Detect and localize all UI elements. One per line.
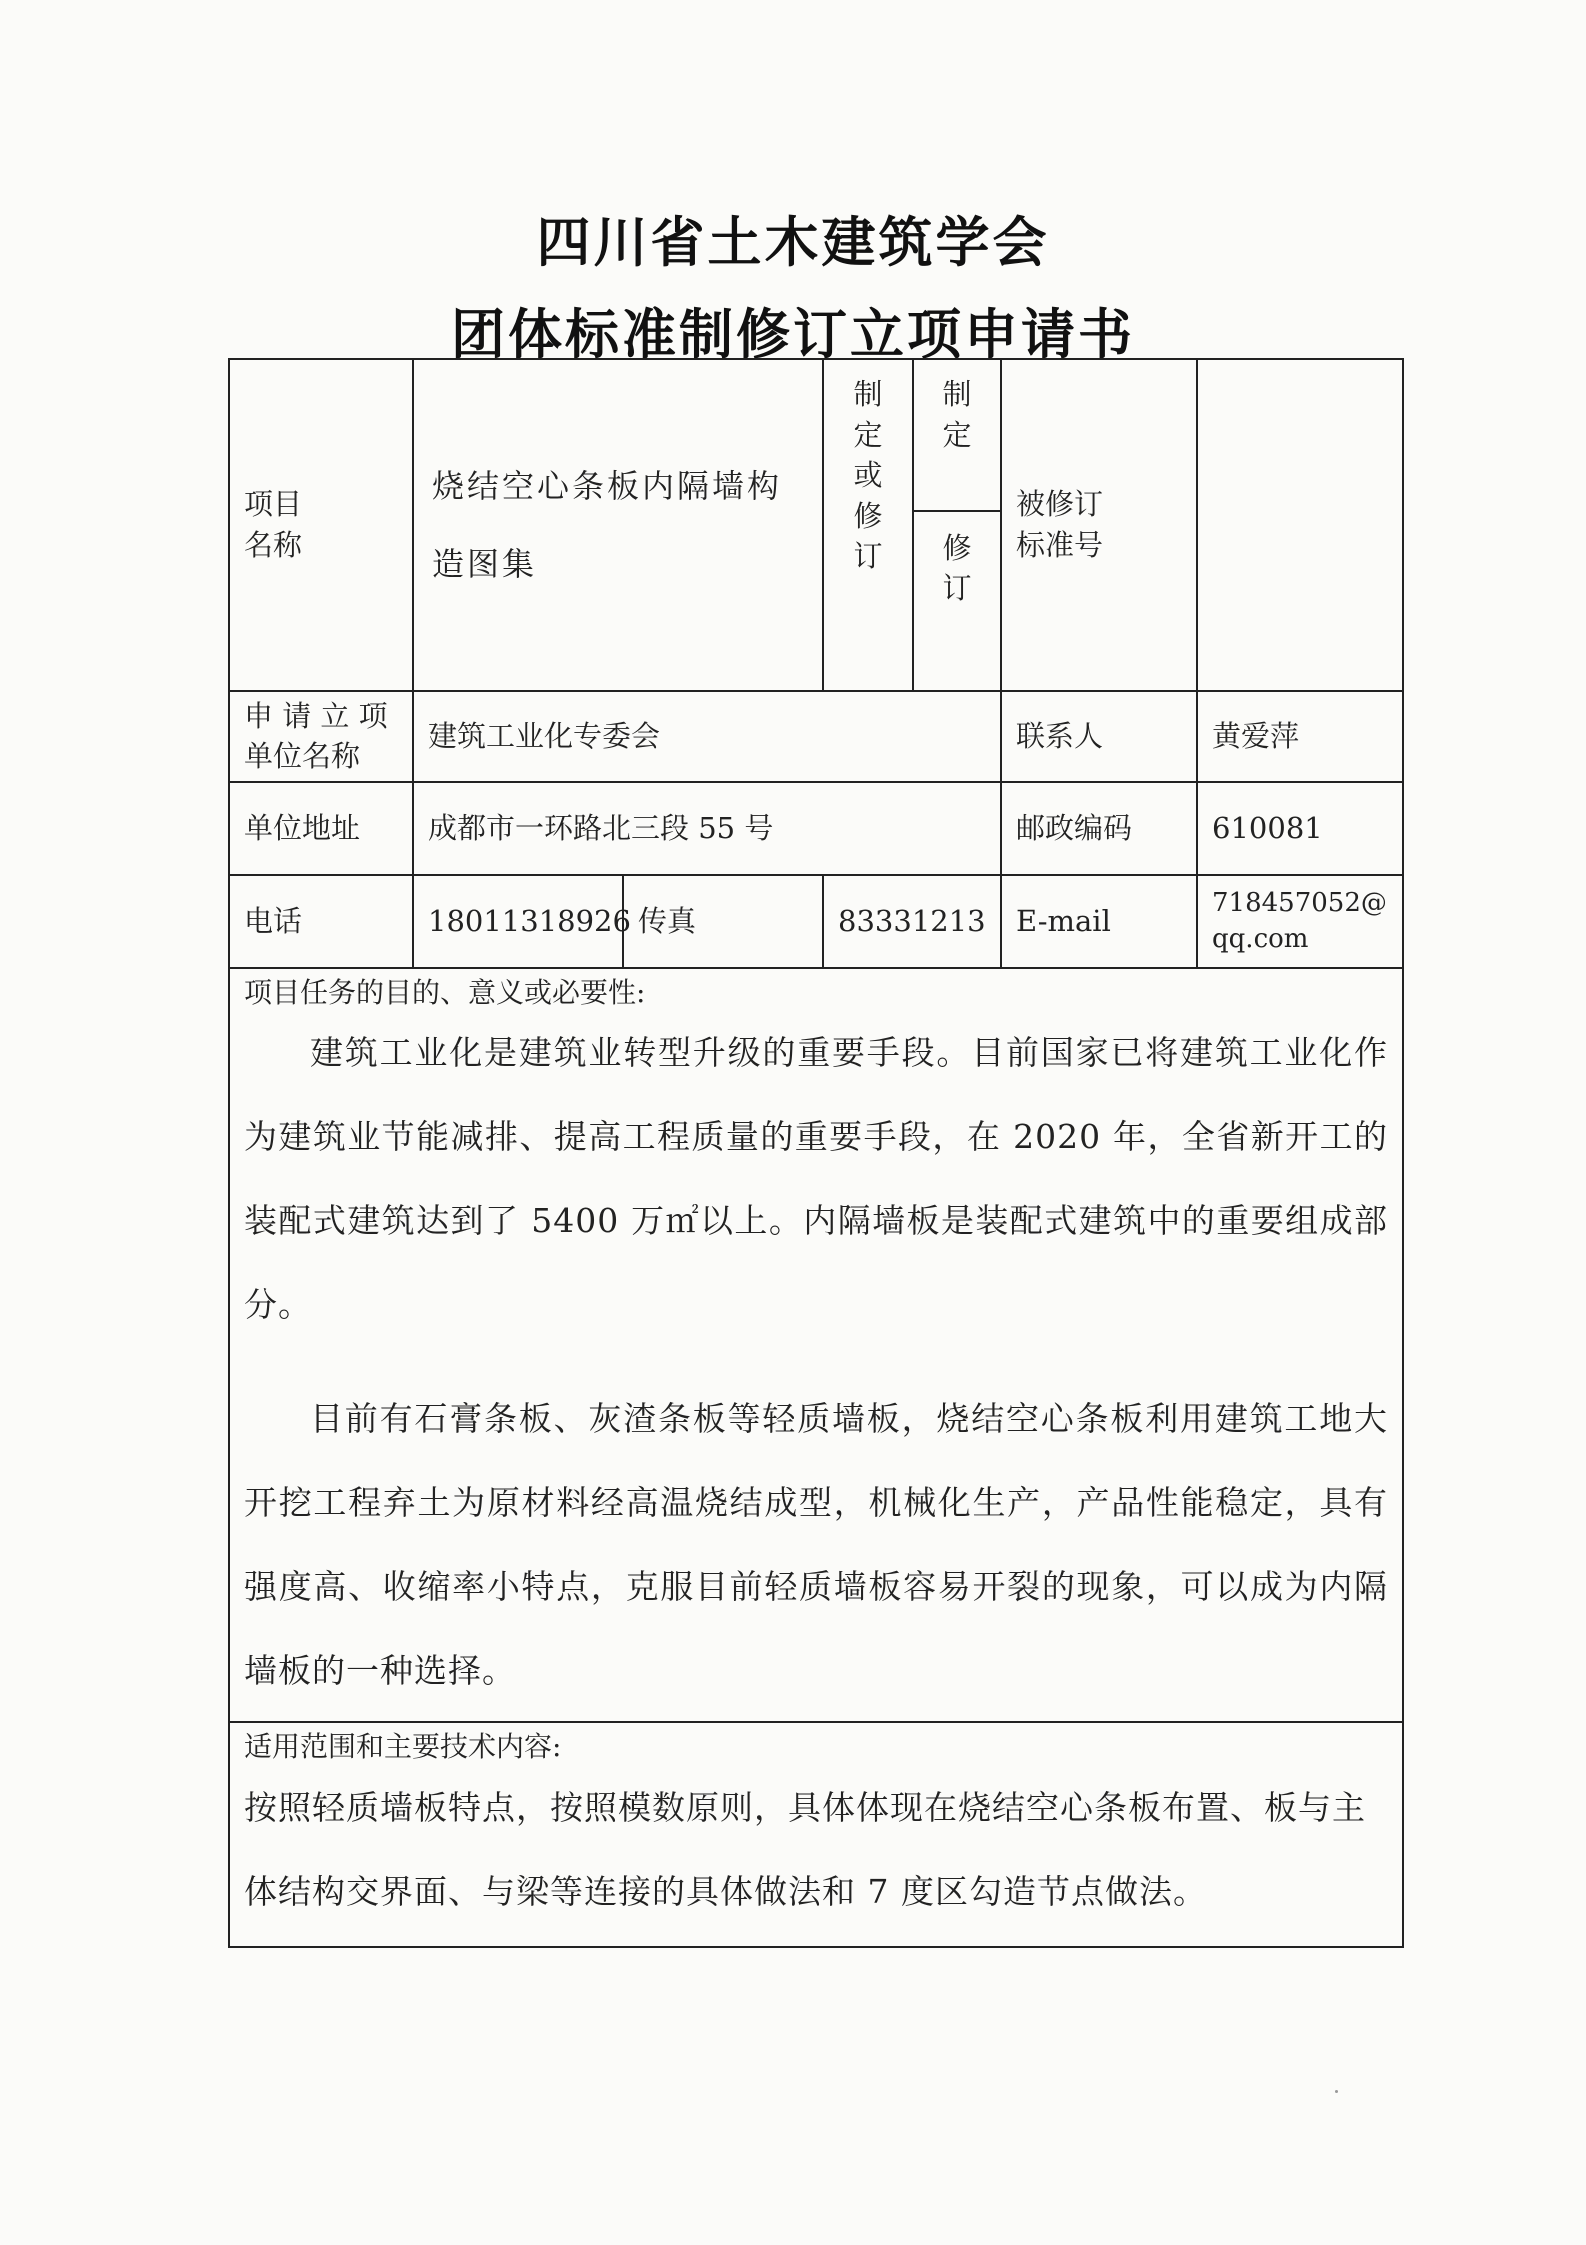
revised-standard-label: 被修订 标准号: [1001, 359, 1197, 691]
email-value: 718457052@ qq.com: [1197, 875, 1403, 968]
application-form-table: [228, 358, 1404, 1948]
address-value: 成都市一环路北三段 55 号: [413, 782, 1001, 875]
phone-label: 电话: [229, 875, 413, 968]
project-name-value: 烧结空心条板内隔墙构造图集: [413, 359, 823, 691]
applicant-label: 申 请 立 项 单位名称: [229, 691, 413, 782]
address-label: 单位地址: [229, 782, 413, 875]
revised-standard-value[interactable]: [1197, 359, 1403, 691]
purpose-paragraph-1: 建筑工业化是建筑业转型升级的重要手段。目前国家已将建筑工业化作为建筑业节能减排、提高工程质量的重要手段，在 2020 年，全省新开工的装配式建筑达到了 5400 万㎡以上。内隔墙板是装配式建筑中的重要组成部分。: [244, 1033, 1389, 1325]
scan-speck: [1335, 2090, 1338, 2093]
contact-label: 联系人: [1001, 691, 1197, 782]
purpose-paragraph-2: 目前有石膏条板、灰渣条板等轻质墙板，烧结空心条板利用建筑工地大开挖工程弃土为原材料经高温烧结成型，机械化生产，产品性能稳定，具有强度高、收缩率小特点，克服目前轻质墙板容易开裂的现象，可以成为内隔墙板的一种选择。: [244, 1399, 1389, 1691]
type-label: 制 定 或 修 订: [823, 359, 913, 691]
contact-value: 黄爱萍: [1197, 691, 1403, 782]
document-title-line2: 团体标准制修订立项申请书: [451, 303, 1135, 366]
postcode-value: 610081: [1197, 782, 1403, 875]
applicant-value: 建筑工业化专委会: [413, 691, 1001, 782]
project-name-label: 项目 名称: [229, 359, 413, 691]
postcode-label: 邮政编码: [1001, 782, 1197, 875]
phone-value: 18011318926: [413, 875, 623, 968]
scope-section: [229, 1722, 1403, 1947]
purpose-heading: 项目任务的目的、意义或必要性:: [244, 975, 646, 1009]
fax-label: 传真: [623, 875, 823, 968]
email-label: E-mail: [1001, 875, 1197, 968]
fax-value: 83331213: [823, 875, 1001, 968]
type-option-revise[interactable]: 修 订: [913, 511, 1001, 691]
purpose-section: [229, 968, 1403, 1723]
scope-heading: 适用范围和主要技术内容:: [244, 1730, 562, 1764]
type-option-establish[interactable]: 制 定: [913, 359, 1001, 511]
scope-paragraph: 按照轻质墙板特点，按照模数原则，具体体现在烧结空心条板布置、板与主体结构交界面、与梁等连接的具体做法和 7 度区勾造节点做法。: [244, 1787, 1366, 1911]
document-title-line1: 四川省土木建筑学会: [536, 211, 1050, 274]
